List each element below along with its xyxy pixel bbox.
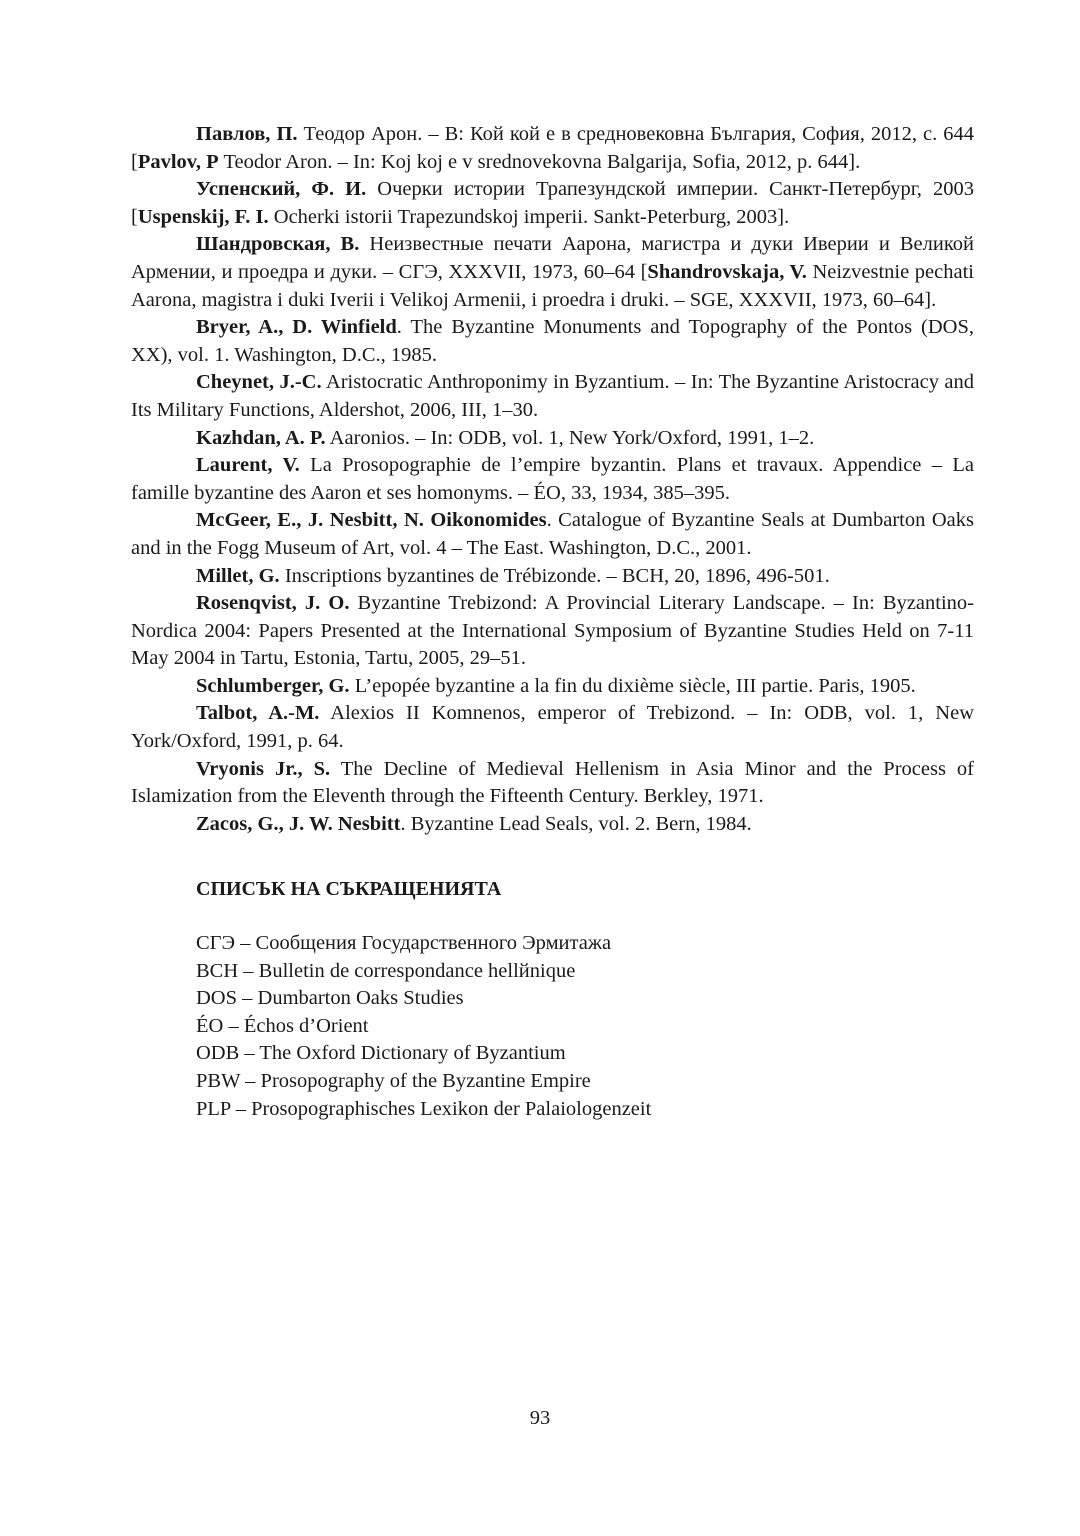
reference-entry [131,563,974,591]
reference-author: Kazhdan, A. P. [196,426,326,449]
reference-text: Теодор Арон. – В: Кой кой е в средновековна България, София, 2012, с. 644 [ [131,123,974,173]
reference-entry [131,176,974,231]
reference-text: Aaronios. – In: ODB, vol. 1, New York/Oxford, 1991, 1–2. [325,426,815,449]
reference-text-translit: Neizvestnie pechati Aarona, magistra i duki Iverii i Velikoj Armenii, i proedra i druki. – SGE, XXXVII, 1973, 60–64]. [131,260,974,311]
reference-text: Inscriptions byzantines de Trébizonde. – BCH, 20, 1896, 496-501. [279,564,830,587]
reference-entry [131,700,974,755]
reference-author-translit: Pavlov, P [137,150,219,173]
reference-text: The Decline of Medieval Hellenism in Asia Minor and the Process of Islamization from the Eleventh through the Fifteenth Century. Berkley, 1971. [131,757,974,808]
reference-text: Очерки истории Трапезундской империи. Санкт-Петербург, 2003 [ [131,178,974,228]
abbreviation-item: DOS – Dumbarton Oaks Studies [196,987,464,1010]
reference-author: Успенский, Ф. И. [196,178,367,201]
reference-author: Cheynet, J.-C. [196,371,322,394]
reference-author: Talbot, A.-M. [196,702,320,725]
abbreviation-item: ÉO – Échos d’Orient [196,1014,369,1037]
reference-text: . The Byzantine Monuments and Topography of the Pontos (DOS, XX), vol. 1. Washington, D.C., 1985. [131,316,975,366]
abbreviations-list [131,930,974,1123]
abbreviation-item: PLP – Prosopographisches Lexikon der Palaiologenzeit [196,1097,652,1120]
reference-text-translit: Teodor Aron. – In: Koj koj e v srednovekovna Balgarija, Sofia, 2012, p. 644]. [218,150,861,173]
reference-text: Неизвестные печати Аарона, магистра и дуки Иверии и Великой Армении, и проедра и дуки. – СГЭ, XXXVII, 1973, 60–64 [ [131,233,974,283]
reference-author-translit: Shandrovskaja, V. [647,260,807,283]
reference-entry [131,811,974,839]
page-number: 93 [529,1407,551,1429]
reference-text: . Byzantine Lead Seals, vol. 2. Bern, 1984. [400,812,752,835]
reference-entry [131,231,974,314]
reference-entry [131,452,974,507]
reference-author-translit: Uspenskij, F. I. [137,205,269,228]
reference-text: Alexios II Komnenos, emperor of Trebizond. – In: ODB, vol. 1, New York/Oxford, 1991, p. 64. [131,702,974,753]
reference-list [131,121,974,838]
reference-author: Zacos, G., J. W. Nesbitt [196,812,401,835]
reference-entry [131,590,974,673]
reference-author: Schlumberger, G. [196,674,350,697]
reference-author: Павлов, П. [196,123,298,145]
reference-author: Millet, G. [196,564,280,587]
reference-text: L’epopée byzantine a la fin du dixième siècle, III partie. Paris, 1905. [349,674,916,697]
reference-entry [131,673,974,701]
page-content [131,121,974,1123]
reference-author: Laurent, V. [196,454,300,477]
reference-entry [131,369,974,424]
reference-author: Шандровская, В. [196,233,360,256]
abbreviations-heading: СПИСЪК НА СЪКРАЩЕНИЯТА [196,878,502,901]
reference-author: McGeer, E., J. Nesbitt, N. Oikonomides [196,509,547,532]
reference-entry [131,507,974,562]
abbreviation-item: СГЭ – Сообщения Государственного Эрмитажа [196,932,612,955]
abbreviation-item: PBW – Prosopography of the Byzantine Empire [196,1070,591,1092]
abbreviation-item: ODB – The Oxford Dictionary of Byzantium [196,1042,566,1065]
reference-author: Bryer, A., D. Winfield [196,316,397,339]
reference-text: . Catalogue of Byzantine Seals at Dumbarton Oaks and in the Fogg Museum of Art, vol. 4 – The East. Washington, D.C., 2001. [131,509,974,559]
reference-entry [131,756,974,811]
reference-text: La Prosopographie de l’empire byzantin. Plans et travaux. Appendice – La famille byzantine des Aaron et ses homonyms. – ÉO, 33, 1934, 385–395. [131,454,974,504]
reference-text: Aristocratic Anthroponimy in Byzantium. – In: The Byzantine Aristocracy and Its Military Functions, Aldershot, 2006, III, 1–30. [131,371,974,421]
reference-entry [131,425,974,453]
reference-author: Vryonis Jr., S. [196,757,331,780]
abbreviation-item: BCH – Bulletin de correspondance hellйnique [196,959,576,982]
reference-text-translit: Ocherki istorii Trapezundskoj imperii. Sankt-Peterburg, 2003]. [268,205,790,228]
reference-entry [131,314,974,369]
reference-text: Byzantine Trebizond: A Provincial Literary Landscape. – In: Byzantino-Nordica 2004: Papers Presented at the International Symposium of Byzantine Studies Held on 7-11 May 2004 in Tartu, Estonia, Tartu, 2005, 29–51. [131,592,974,670]
reference-entry [131,121,974,176]
reference-author: Rosenqvist, J. O. [196,592,350,615]
